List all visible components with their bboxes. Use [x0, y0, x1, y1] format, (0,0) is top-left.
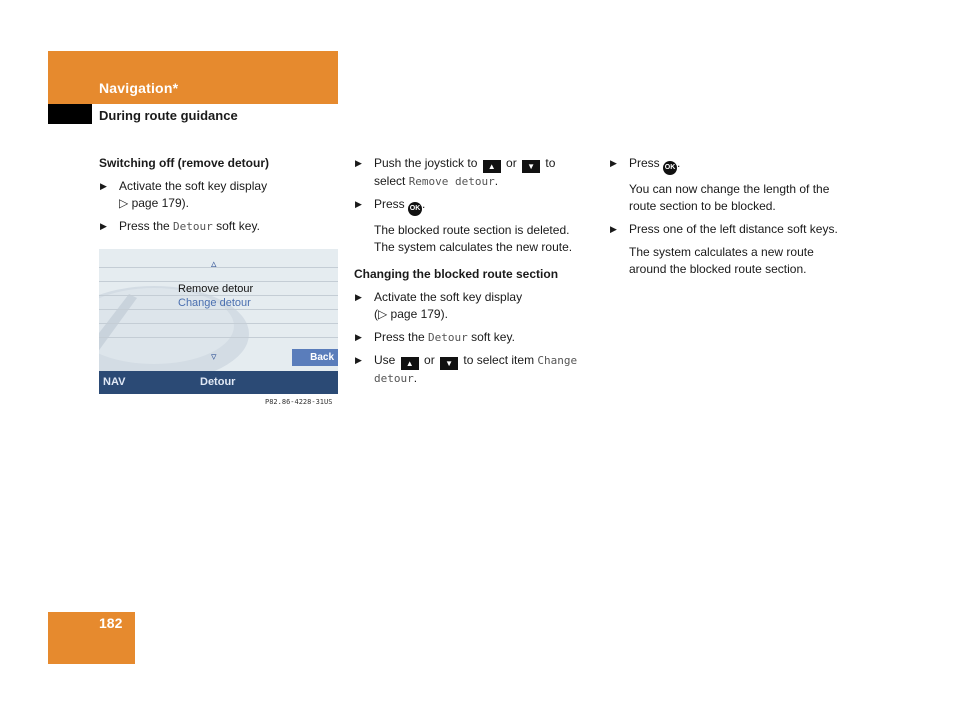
section-marker — [48, 104, 92, 124]
step-text: to select item — [460, 353, 538, 367]
softkey-nav[interactable]: NAV — [103, 376, 126, 388]
menu-code: Change — [537, 354, 578, 367]
step-text: . — [422, 197, 426, 211]
step-push-joystick — [354, 155, 599, 190]
bullet-arrow-icon: ▶ — [355, 332, 362, 342]
step-text: soft key. — [467, 330, 515, 344]
bullet-arrow-icon: ▶ — [355, 355, 362, 365]
page-ref-link[interactable]: ▷ page 179). — [119, 196, 189, 210]
step-text: . — [494, 174, 499, 188]
menu-code: detour — [374, 372, 414, 385]
result-line: The blocked route section is deleted. — [374, 223, 570, 237]
step-press-detour-2 — [354, 329, 599, 346]
info-text — [609, 181, 859, 215]
bullet-arrow-icon: ▶ — [355, 199, 362, 209]
bullet-arrow-icon: ▶ — [100, 181, 107, 191]
page-ref-link[interactable]: (▷ page 179). — [374, 307, 448, 321]
step-text: Push the joystick to — [374, 156, 481, 170]
step-text: Press — [374, 197, 409, 211]
step-text: soft key. — [212, 219, 260, 233]
bullet-arrow-icon: ▶ — [610, 224, 617, 234]
step-text: Activate the soft key display — [374, 290, 523, 304]
step-text: Use — [374, 353, 399, 367]
menu-divider — [99, 323, 338, 324]
step-text: Activate the soft key display — [119, 179, 268, 193]
step-press-distance-keys — [609, 221, 859, 238]
heading-change-blocked-route: Changing the blocked route section — [354, 267, 559, 281]
result-line: The system calculates a new route — [629, 245, 814, 259]
info-line: route section to be blocked. — [629, 199, 776, 213]
down-key-icon: ▼ — [522, 160, 540, 173]
menu-divider — [99, 309, 338, 310]
menu-divider — [99, 295, 338, 296]
result-text — [354, 222, 599, 256]
display-screenshot — [99, 249, 338, 394]
step-text: select — [374, 174, 409, 188]
step-text: . — [677, 156, 681, 170]
bullet-arrow-icon: ▶ — [100, 221, 107, 231]
scroll-down-icon[interactable]: ▿ — [211, 351, 217, 363]
image-code: P82.86-4228-31US — [265, 398, 333, 406]
step-text: Press — [629, 156, 664, 170]
step-text: or — [502, 156, 521, 170]
step-text: or — [420, 353, 439, 367]
scroll-up-icon[interactable]: ▵ — [211, 258, 217, 270]
map-disc-graphic — [99, 264, 259, 384]
section-title: Navigation* — [99, 80, 179, 96]
up-key-icon: ▲ — [483, 160, 501, 173]
result-text — [609, 244, 859, 278]
menu-code: Remove detour — [408, 175, 495, 188]
bullet-arrow-icon: ▶ — [355, 292, 362, 302]
column-1 — [99, 155, 339, 241]
up-key-icon: ▲ — [401, 357, 419, 370]
menu-item-remove-detour[interactable]: Remove detour — [178, 283, 254, 295]
step-select-change-detour — [354, 352, 599, 387]
back-button[interactable]: Back — [292, 349, 338, 366]
softkey-detour[interactable]: Detour — [200, 376, 236, 388]
subsection-title: During route guidance — [99, 108, 238, 123]
result-line: around the blocked route section. — [629, 262, 807, 276]
step-press-ok — [354, 196, 599, 216]
heading-remove-detour: Switching off (remove detour) — [99, 156, 270, 170]
ok-button-icon: OK — [663, 161, 677, 175]
bullet-arrow-icon: ▶ — [610, 158, 617, 168]
step-text: to — [542, 156, 556, 170]
page-number: 182 — [99, 615, 123, 631]
step-press-ok-2 — [609, 155, 859, 175]
softkey-code: Detour — [428, 331, 468, 344]
result-line: The system calculates the new route. — [374, 240, 573, 254]
header-band — [48, 51, 338, 104]
column-3 — [609, 155, 859, 284]
down-key-icon: ▼ — [440, 357, 458, 370]
step-activate-softkeys — [99, 178, 339, 212]
softkey-code: Detour — [173, 220, 213, 233]
menu-divider — [99, 337, 338, 338]
ok-button-icon: OK — [408, 202, 422, 216]
menu-divider — [99, 267, 338, 268]
menu-divider — [99, 281, 338, 282]
step-text: . — [413, 371, 418, 385]
column-2 — [354, 155, 599, 393]
step-text: Press the — [119, 219, 174, 233]
step-text: Press the — [374, 330, 429, 344]
step-press-detour — [99, 218, 339, 235]
step-activate-softkeys-2 — [354, 289, 599, 323]
menu-item-change-detour[interactable]: Change detour — [178, 297, 251, 309]
bullet-arrow-icon: ▶ — [355, 158, 362, 168]
step-text: Press one of the left distance soft keys. — [629, 222, 838, 236]
info-line: You can now change the length of the — [629, 182, 830, 196]
